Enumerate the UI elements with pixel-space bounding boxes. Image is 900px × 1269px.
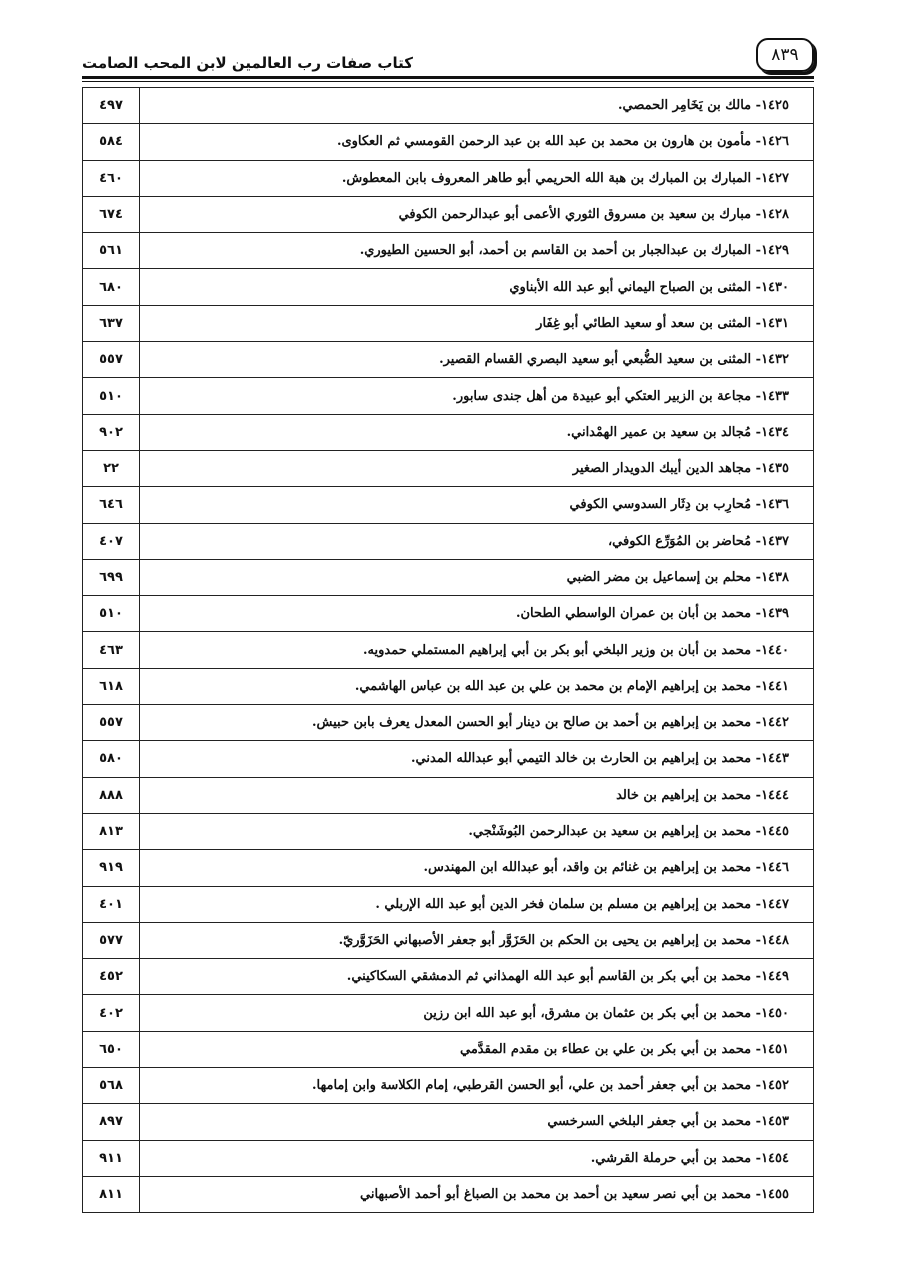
- table-row: [83, 813, 814, 849]
- index-entry: ١٤٣٢- المثنى بن سعيد الضُّبعي أبو سعيد البصري القسام القصير.: [140, 342, 814, 378]
- table-row: [83, 705, 814, 741]
- page-reference: ٥٧٧: [83, 922, 140, 958]
- page-reference: ٦١٨: [83, 668, 140, 704]
- page-reference: ٤٩٧: [83, 88, 140, 124]
- page-reference: ٩١٩: [83, 850, 140, 886]
- page-reference: ٦٧٤: [83, 196, 140, 232]
- index-entry: ١٤٤٦- محمد بن إبراهيم بن غنائم بن واقد، أبو عبدالله ابن المهندس.: [140, 850, 814, 886]
- page-reference: ٦٨٠: [83, 269, 140, 305]
- page-reference: ٥٥٧: [83, 705, 140, 741]
- index-entry: ١٤٣٧- مُحاضر بن المُوَرِّع الكوفي،: [140, 523, 814, 559]
- table-row: [83, 305, 814, 341]
- table-row: [83, 160, 814, 196]
- table-row: [83, 523, 814, 559]
- index-entry: ١٤٢٦- مأمون بن هارون بن محمد بن عبد الله بن عبد الرحمن القومسي ثم العكاوى.: [140, 124, 814, 160]
- page-reference: ٥٨٤: [83, 124, 140, 160]
- table-row: [83, 741, 814, 777]
- table-row: [83, 559, 814, 595]
- page-reference: ٤٠٢: [83, 995, 140, 1031]
- table-row: [83, 414, 814, 450]
- index-entry: ١٤٣٤- مُجالد بن سعيد بن عمير الهمْداني.: [140, 414, 814, 450]
- table-row: [83, 850, 814, 886]
- table-row: [83, 995, 814, 1031]
- index-entry: ١٤٥٢- محمد بن أبي جعفر أحمد بن علي، أبو الحسن القرطبي، إمام الكلاسة وابن إمامها.: [140, 1068, 814, 1104]
- table-row: [83, 88, 814, 124]
- page-reference: ٥٥٧: [83, 342, 140, 378]
- page-reference: ٨٨٨: [83, 777, 140, 813]
- table-row: [83, 1104, 814, 1140]
- index-entry: ١٤٤٥- محمد بن إبراهيم بن سعيد بن عبدالرحمن البُوشَنْجي.: [140, 813, 814, 849]
- page-reference: ٩١١: [83, 1140, 140, 1176]
- table-row: [83, 959, 814, 995]
- page-reference: ٤٠١: [83, 886, 140, 922]
- index-entry: ١٤٤١- محمد بن إبراهيم الإمام بن محمد بن علي بن عبد الله بن عباس الهاشمي.: [140, 668, 814, 704]
- book-title: كتاب صفات رب العالمين لابن المحب الصامت: [82, 54, 413, 72]
- page-reference: ٤٠٧: [83, 523, 140, 559]
- table-row: [83, 1068, 814, 1104]
- index-entry: ١٤٣٠- المثنى بن الصباح اليماني أبو عبد الله الأبناوي: [140, 269, 814, 305]
- index-entry: ١٤٥١- محمد بن أبي بكر بن علي بن عطاء بن مقدم المقدَّمي: [140, 1031, 814, 1067]
- page-reference: ٤٦٣: [83, 632, 140, 668]
- index-entry: ١٤٥٣- محمد بن أبي جعفر البلخي السرخسي: [140, 1104, 814, 1140]
- index-entry: ١٤٥٠- محمد بن أبي بكر بن عثمان بن مشرق، أبو عبد الله ابن رزين: [140, 995, 814, 1031]
- page-number: ٨٣٩: [756, 38, 814, 72]
- table-row: [83, 886, 814, 922]
- table-row: [83, 922, 814, 958]
- page-reference: ٨١١: [83, 1176, 140, 1212]
- index-entry: ١٤٤٠- محمد بن أبان بن وزير البلخي أبو بكر بن أبي إبراهيم المستملي حمدويه.: [140, 632, 814, 668]
- page-reference: ٦٣٧: [83, 305, 140, 341]
- index-table: [82, 87, 814, 1213]
- index-entry: ١٤٥٤- محمد بن أبي حرملة القرشي.: [140, 1140, 814, 1176]
- table-row: [83, 233, 814, 269]
- index-entry: ١٤٤٢- محمد بن إبراهيم بن أحمد بن صالح بن دينار أبو الحسن المعدل يعرف بابن حبيش.: [140, 705, 814, 741]
- page-reference: ٥٨٠: [83, 741, 140, 777]
- table-row: [83, 269, 814, 305]
- header-rule: [82, 76, 814, 79]
- table-row: [83, 1176, 814, 1212]
- page-reference: ٨٩٧: [83, 1104, 140, 1140]
- table-row: [83, 196, 814, 232]
- table-row: [83, 487, 814, 523]
- index-entry: ١٤٣٦- مُحارِب بن دِثَار السدوسي الكوفي: [140, 487, 814, 523]
- index-entry: ١٤٤٩- محمد بن أبي بكر بن القاسم أبو عبد الله الهمذاني ثم الدمشقي السكاكيني.: [140, 959, 814, 995]
- page-reference: ٨١٣: [83, 813, 140, 849]
- index-entry: ١٤٣٣- مجاعة بن الزبير العتكي أبو عبيدة من أهل جندى سابور.: [140, 378, 814, 414]
- index-entry: ١٤٤٨- محمد بن إبراهيم بن يحيى بن الحكم بن الحَزَوَّر أبو جعفر الأصبهاني الحَزَوَّريّ.: [140, 922, 814, 958]
- page-reference: ٦٤٦: [83, 487, 140, 523]
- page-reference: ٢٢: [83, 450, 140, 486]
- page-reference: ٤٥٢: [83, 959, 140, 995]
- table-row: [83, 1031, 814, 1067]
- table-row: [83, 124, 814, 160]
- index-entry: ١٤٢٥- مالك بن يَخَامِر الحمصي.: [140, 88, 814, 124]
- index-entry: ١٤٢٧- المبارك بن المبارك بن هبة الله الحريمي أبو طاهر المعروف بابن المعطوش.: [140, 160, 814, 196]
- page-reference: ٦٥٠: [83, 1031, 140, 1067]
- index-entry: ١٤٣٨- محلم بن إسماعيل بن مضر الضبي: [140, 559, 814, 595]
- page-header: [82, 38, 814, 76]
- index-entry: ١٤٣١- المثنى بن سعد أو سعيد الطائي أبو غِفَار: [140, 305, 814, 341]
- index-entry: ١٤٤٤- محمد بن إبراهيم بن خالد: [140, 777, 814, 813]
- index-entry: ١٤٢٨- مبارك بن سعيد بن مسروق الثوري الأعمى أبو عبدالرحمن الكوفي: [140, 196, 814, 232]
- page-reference: ٥٦٨: [83, 1068, 140, 1104]
- index-entry: ١٤٣٥- مجاهد الدين أيبك الدويدار الصغير: [140, 450, 814, 486]
- page-reference: ٩٠٢: [83, 414, 140, 450]
- table-row: [83, 378, 814, 414]
- index-entry: ١٤٤٣- محمد بن إبراهيم بن الحارث بن خالد التيمي أبو عبدالله المدني.: [140, 741, 814, 777]
- header-rule-thin: [82, 81, 814, 82]
- table-row: [83, 596, 814, 632]
- page-reference: ٦٩٩: [83, 559, 140, 595]
- page-reference: ٥١٠: [83, 596, 140, 632]
- page-reference: ٥٦١: [83, 233, 140, 269]
- index-entry: ١٤٢٩- المبارك بن عبدالجبار بن أحمد بن القاسم بن أحمد، أبو الحسين الطيوري.: [140, 233, 814, 269]
- table-row: [83, 1140, 814, 1176]
- index-entry: ١٤٤٧- محمد بن إبراهيم بن مسلم بن سلمان فخر الدين أبو عبد الله الإربلي .: [140, 886, 814, 922]
- table-row: [83, 777, 814, 813]
- page-reference: ٤٦٠: [83, 160, 140, 196]
- table-row: [83, 342, 814, 378]
- table-row: [83, 450, 814, 486]
- index-entry: ١٤٣٩- محمد بن أبان بن عمران الواسطي الطحان.: [140, 596, 814, 632]
- table-row: [83, 668, 814, 704]
- page-reference: ٥١٠: [83, 378, 140, 414]
- index-entry: ١٤٥٥- محمد بن أبي نصر سعيد بن أحمد بن محمد بن الصباغ أبو أحمد الأصبهاني: [140, 1176, 814, 1212]
- table-row: [83, 632, 814, 668]
